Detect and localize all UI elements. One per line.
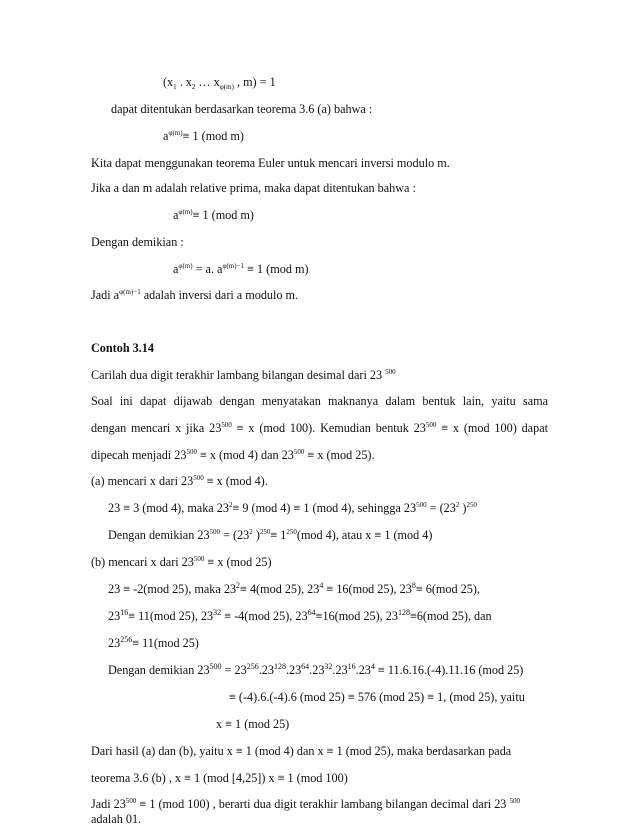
text: dengan mencari x jika 23 — [91, 421, 222, 435]
superscript: 16 — [120, 608, 129, 617]
subscript: φ(m) — [219, 83, 234, 91]
text: ≡ 11(mod 25), 23 — [128, 609, 214, 623]
text: .23 — [258, 663, 274, 677]
superscript: 32 — [213, 608, 222, 617]
text: dipecah menjadi 23 — [91, 448, 187, 462]
paragraph-line — [108, 609, 492, 625]
superscript: 256 — [120, 635, 133, 644]
section-heading: Contoh 3.14 — [91, 341, 154, 355]
superscript: 500 — [293, 448, 305, 456]
text: ≡6(mod 25), dan — [409, 609, 492, 623]
superscript: 32 — [324, 662, 333, 671]
formula-line — [173, 262, 309, 279]
text: ≡ x (mod 25) — [204, 555, 272, 569]
subscript: 1 — [173, 83, 177, 91]
paragraph-line: Soal ini dapat dijawab dengan menyatakan maknanya dalam bentuk lain, yaitu sama — [91, 394, 548, 408]
text: ≡ x (mod 100) dapat — [436, 421, 548, 435]
formula-line — [173, 208, 254, 225]
text: 23 ≡ 3 (mod 4), maka 23 — [108, 501, 229, 515]
paragraph-line: dapat ditentukan berdasarkan teorema 3.6 (a) bahwa : — [111, 102, 373, 116]
paragraph-line — [91, 474, 268, 491]
paragraph-line — [108, 501, 477, 518]
text: ≡ 1 (mod m) — [182, 129, 244, 143]
text: .23 — [332, 663, 348, 677]
superscript: 64 — [301, 662, 310, 671]
paragraph-line — [108, 582, 480, 598]
superscript: φ(m)−1 — [222, 262, 245, 270]
superscript: φ(m) — [178, 208, 193, 216]
text: . x — [176, 75, 192, 89]
text: ≡ 1 (mod 100) , berarti dua digit terakhir lambang bilangan decimal dari 23 — [136, 797, 507, 811]
paragraph-line — [91, 421, 548, 438]
paragraph-line — [91, 368, 396, 385]
coprime-condition — [163, 75, 276, 92]
text: a — [173, 208, 179, 222]
text: ≡ 11.6.16.(-4).11.16 (mod 25) — [374, 663, 524, 677]
text: Dengan demikian 23 — [108, 663, 210, 677]
text: .23 — [285, 663, 302, 677]
superscript: 500 — [221, 421, 232, 429]
superscript: 250 — [286, 528, 297, 536]
text: .23 — [309, 663, 325, 677]
paragraph-line — [108, 528, 432, 545]
text: ≡ 4(mod 25), 23 — [240, 582, 320, 596]
text: (b) mencari x dari 23 — [91, 555, 194, 569]
superscript: 4 — [319, 581, 324, 590]
superscript: 2 — [249, 528, 253, 536]
text: .23 — [355, 663, 371, 677]
superscript: 128 — [397, 608, 410, 617]
text: ≡ 11(mod 25) — [132, 636, 199, 650]
text: = 23 — [221, 663, 247, 677]
paragraph-line — [91, 555, 272, 572]
superscript: 2 — [228, 501, 233, 509]
paragraph-line — [91, 448, 375, 465]
superscript: 500 — [209, 662, 222, 671]
text: ≡ x (mod 100). Kemudian bentuk 23 — [231, 421, 426, 435]
superscript: 256 — [246, 662, 259, 671]
text: ≡ 1 — [270, 528, 287, 542]
text: Jadi a — [91, 288, 120, 302]
superscript: φ(m) — [168, 129, 183, 137]
text: = (23 — [220, 528, 250, 542]
text: ≡ x (mod 4) dan 23 — [196, 448, 294, 462]
text: ≡16(mod 25), 23 — [315, 609, 398, 623]
superscript: 500 — [125, 797, 137, 805]
paragraph-line — [91, 288, 298, 305]
text: ≡ -4(mod 25), 23 — [221, 609, 308, 623]
superscript: 500 — [509, 797, 520, 805]
superscript: φ(m) — [178, 262, 193, 270]
superscript: 500 — [186, 448, 197, 456]
text: Jadi 23 — [91, 797, 126, 811]
text: 23 — [108, 636, 121, 650]
paragraph-line — [108, 663, 523, 679]
text: 23 — [108, 609, 121, 623]
text: ) — [252, 528, 260, 542]
text: = (23 — [426, 501, 456, 515]
text: ≡ 16(mod 25), 23 — [323, 582, 412, 596]
paragraph-line: ≡ (-4).6.(-4).6 (mod 25) ≡ 576 (mod 25) ≡ 1, (mod 25), yaitu — [229, 690, 525, 704]
text: 23 ≡ -2(mod 25), maka 23 — [108, 582, 237, 596]
superscript: 16 — [347, 662, 356, 671]
paragraph-line: x ≡ 1 (mod 25) — [216, 717, 290, 731]
text: a — [163, 129, 169, 143]
text: ≡ 9 (mod 4) ≡ 1 (mod 4), sehingga 23 — [232, 501, 417, 515]
subscript: 2 — [191, 83, 196, 91]
superscript: 500 — [193, 555, 205, 563]
paragraph-line: adalah 01. — [91, 812, 142, 826]
text: ≡ 6(mod 25), — [415, 582, 480, 596]
text: (x — [163, 75, 174, 89]
superscript: 64 — [307, 608, 316, 617]
paragraph-line: Jika a dan m adalah relative prima, maka dapat ditentukan bahwa : — [91, 181, 416, 195]
superscript: 500 — [416, 501, 427, 509]
text: , m) = 1 — [233, 75, 276, 89]
text: = a. a — [192, 262, 223, 276]
paragraph-line — [108, 636, 199, 652]
text: (mod 4), atau x ≡ 1 (mod 4) — [296, 528, 433, 542]
superscript: 500 — [385, 368, 396, 376]
text: ≡ x (mod 4). — [203, 474, 268, 488]
text: a — [173, 262, 179, 276]
text: … x — [195, 75, 220, 89]
superscript: 128 — [273, 662, 286, 671]
text: ≡ 1 (mod m) — [244, 262, 309, 276]
superscript: 500 — [425, 421, 437, 429]
paragraph-line — [91, 797, 520, 814]
superscript: 500 — [209, 528, 221, 536]
superscript: 250 — [259, 528, 271, 536]
superscript: 2 — [455, 501, 460, 509]
text: ≡ 1 (mod m) — [192, 208, 254, 222]
paragraph-line: Dengan demikian : — [91, 235, 184, 249]
text: ) — [459, 501, 467, 515]
superscript: 250 — [466, 501, 477, 509]
paragraph-line: Kita dapat menggunakan teorema Euler untuk mencari inversi modulo m. — [91, 156, 450, 170]
paragraph-line: Dari hasil (a) dan (b), yaitu x ≡ 1 (mod 4) dan x ≡ 1 (mod 25), maka berdasarkan pada — [91, 744, 512, 758]
text: (a) mencari x dari 23 — [91, 474, 194, 488]
superscript: 500 — [193, 474, 204, 482]
formula-line — [163, 129, 244, 146]
superscript: 2 — [236, 581, 241, 590]
text: adalah inversi dari a modulo m. — [140, 288, 299, 302]
paragraph-line: teorema 3.6 (b) , x ≡ 1 (mod [4,25]) x ≡ 1 (mod 100) — [91, 771, 348, 785]
superscript: 8 — [411, 581, 416, 590]
text: Dengan demikian 23 — [108, 528, 210, 542]
superscript: φ(m)−1 — [119, 288, 141, 296]
superscript: 4 — [370, 662, 375, 671]
text: ≡ x (mod 25). — [304, 448, 375, 462]
text: Carilah dua digit terakhir lambang bilangan desimal dari 23 — [91, 368, 383, 382]
